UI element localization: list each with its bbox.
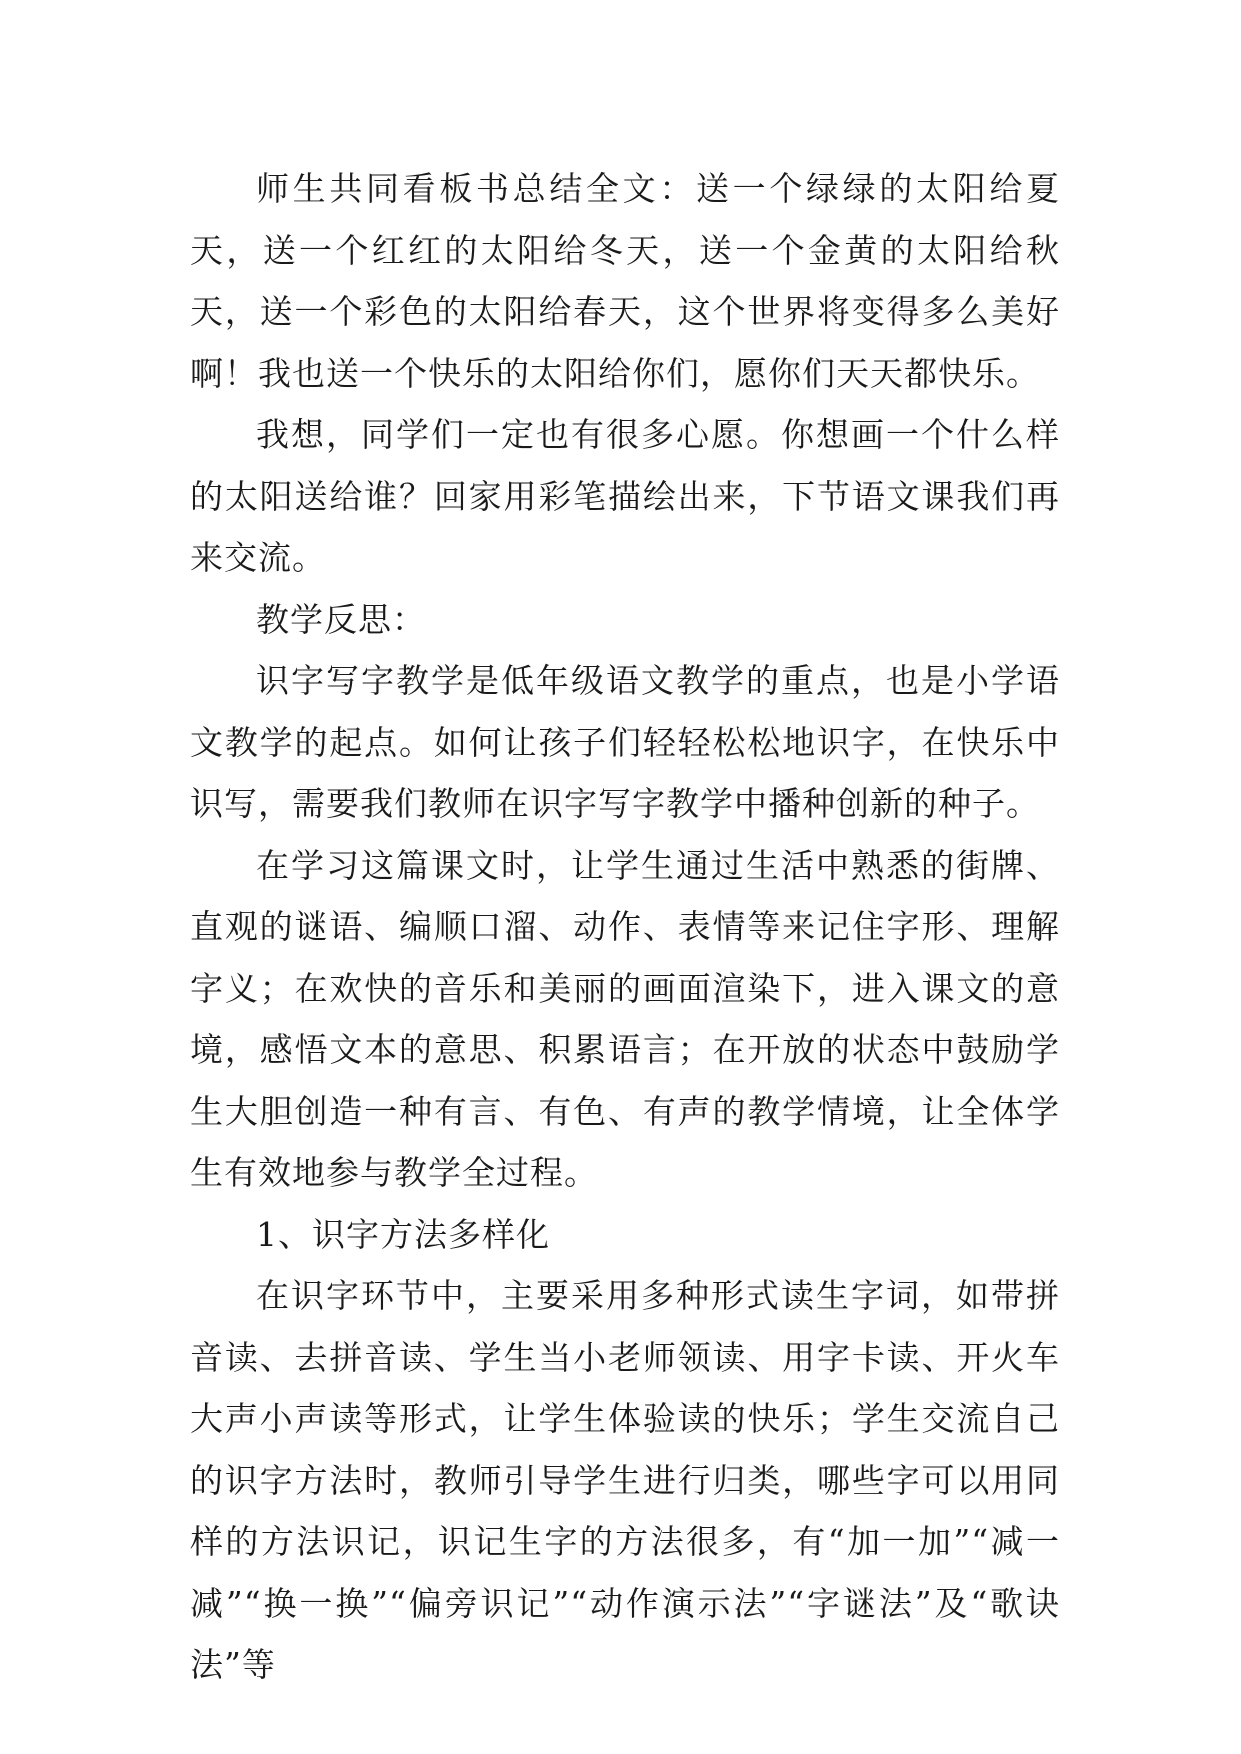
paragraph-literacy-methods: 在识字环节中，主要采用多种形式读生字词，如带拼音读、去拼音读、学生当小老师领读、用字卡读、开火车大声小声读等形式，让学生体验读的快乐；学生交流自己的识字方法时，教师引导学生进行归类，哪些字可以用同样的方法识记，识记生字的方法很多，有“加一加”“减一减”“换一换”“偏旁识记”“动作演示法”“字谜法”及“歌诀法”等 <box>190 1276 1060 1684</box>
paragraph-lesson-approach: 在学习这篇课文时，让学生通过生活中熟悉的街牌、直观的谜语、编顺口溜、动作、表情等来记住字形、理解字义；在欢快的音乐和美丽的画面渲染下，进入课文的意境，感悟文本的意思、积累语言；在开放的状态中鼓励学生大胆创造一种有言、有色、有声的教学情境，让全体学生有效地参与教学全过程。 <box>190 845 1060 1192</box>
paragraph-homework: 我想，同学们一定也有很多心愿。你想画一个什么样的太阳送给谁？回家用彩笔描绘出来，下节语文课我们再来交流。 <box>190 415 1060 577</box>
document-body <box>190 158 1060 1696</box>
paragraph-literacy-focus: 识字写字教学是低年级语文教学的重点，也是小学语文教学的起点。如何让孩子们轻轻松松地识字，在快乐中识写，需要我们教师在识字写字教学中播种创新的种子。 <box>190 661 1060 823</box>
paragraph-section-heading: 1、识字方法多样化 <box>256 1214 550 1254</box>
paragraph-reflection-heading: 教学反思： <box>256 599 426 639</box>
paragraph-summary: 师生共同看板书总结全文：送一个绿绿的太阳给夏天，送一个红红的太阳给冬天，送一个金黄的太阳给秋天，送一个彩色的太阳给春天，这个世界将变得多么美好啊！我也送一个快乐的太阳给你们，愿你们天天都快乐。 <box>190 169 1060 393</box>
